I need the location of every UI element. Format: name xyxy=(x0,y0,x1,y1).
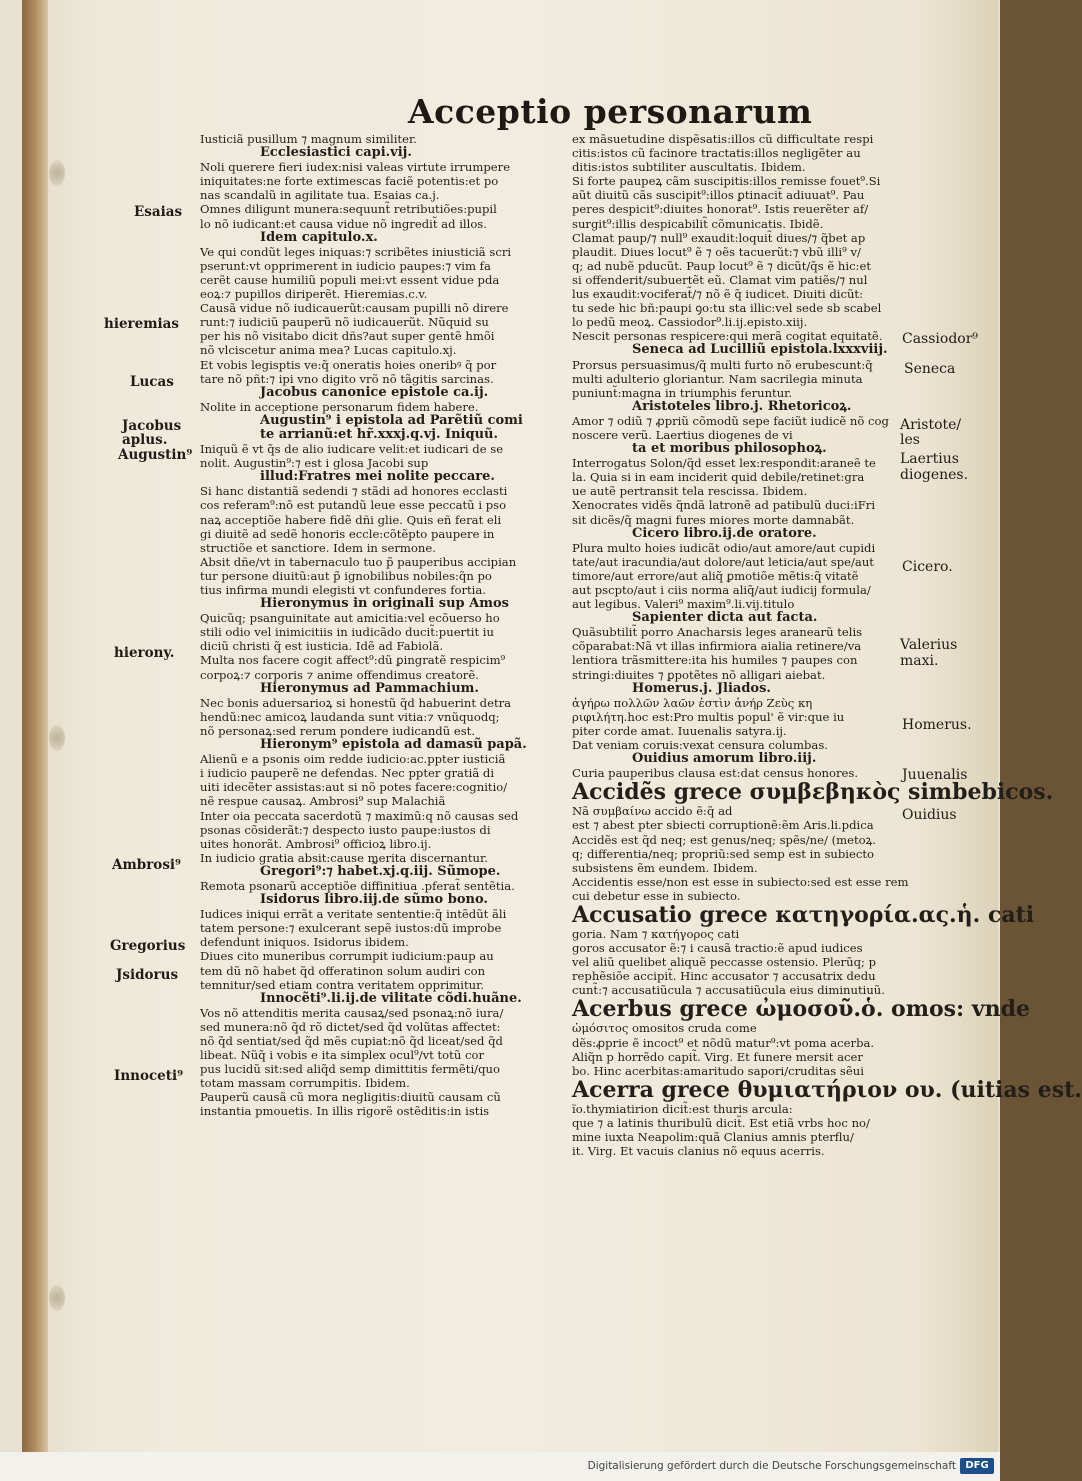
text-line: corpoꝝ:⁊ corporis ⁊ anime offendimus creatorẽ. xyxy=(200,667,479,682)
text-line: Dat veniam coruis:vexat censura columbas. xyxy=(572,738,828,753)
margin-note: Ambrosi⁹ xyxy=(112,857,181,873)
text-line: hendũ:nec amicoꝝ laudanda sunt vitia:⁊ vnũquodq; xyxy=(200,709,500,724)
text-line: lus exaudit:vociferat̃/⁊ nõ ẽ q̃ iudicet. Diuiti dicũt: xyxy=(572,287,863,302)
text-line: lo pedũ meoꝝ. Cassiodor⁹.li.ij.episto.xiij. xyxy=(572,315,808,330)
text-line: cunt̃:⁊ accusatiũcula ⁊ accusatiũcula eius diminutiuũ. xyxy=(572,983,885,998)
text-line: i iudicio pauperẽ ne defendas. Nec ppter gratiã di xyxy=(200,766,495,781)
section-heading: Hieronymus in originali sup Amos xyxy=(260,596,509,612)
text-line: noscere verũ. Laertius diogenes de vi xyxy=(572,427,793,442)
binding-hole xyxy=(49,160,65,186)
lemma-entry: Accusatio grece κατηγορία.ας.ἡ. cati xyxy=(572,901,1035,928)
margin-note: Juuenalis xyxy=(902,767,968,783)
margin-note: Esaias xyxy=(134,204,183,220)
text-line: subsistens ẽm eundem. Ibidem. xyxy=(572,860,758,875)
text-line: cerẽt cause humiliũ populi mei:vt essent vidue pda xyxy=(200,272,500,287)
section-heading: Aristoteles libro.j. Rhetoricoꝝ. xyxy=(632,398,852,414)
text-line: Diues cito muneribus corrumpit iudicium:paup au xyxy=(200,949,494,964)
text-line: uites honorãt. Ambrosi⁹ officioꝝ libro.ij. xyxy=(200,836,432,851)
section-heading: Cicero libro.ij.de oratore. xyxy=(632,525,817,541)
text-line: Inter oia peccata sacerdotũ ⁊ maximũ:q nõ causas sed xyxy=(200,808,519,823)
text-line: Curia pauperibus clausa est:dat census honores. xyxy=(572,766,859,781)
text-line: tu sede hic bñ:paupi ꝯo:tu sta illic:vel sede sb scabel xyxy=(572,301,882,316)
text-line: Si forte paupeꝝ cãm suscipitis:illos remisse fouet⁹.Si xyxy=(572,174,881,189)
text-line: tare nõ pñt:⁊ ipi vno digito vrõ nõ tãgitis sarcinas. xyxy=(200,371,494,386)
section-heading: Seneca ad Lucilliũ epistola.lxxxviij. xyxy=(632,342,888,358)
text-line: Nescit personas respicere:qui merã cogitat equitatẽ. xyxy=(572,329,883,344)
text-line: cõparabat:Nã vt illas infirmiora aialia retinere/va xyxy=(572,639,862,654)
margin-note: Jsidorus xyxy=(116,967,179,983)
text-line: aut legibus. Valeri⁹ maxim⁹.li.vij.titulo xyxy=(572,597,795,612)
text-line: nẽ respue causaꝝ. Ambrosi⁹ sup Malachiã xyxy=(200,794,446,809)
binding-hole xyxy=(49,725,65,751)
text-line: Si hanc distantiã sedendi ⁊ stãdi ad honores ecclasti xyxy=(200,484,508,499)
text-line: sit dicẽs/q̃ magni fures miores morte damnabãt. xyxy=(572,512,855,527)
margin-note: hierony. xyxy=(114,645,175,661)
text-line: cui debetur esse in subiecto. xyxy=(572,888,741,903)
text-line: q; differentia/neq; propriũ:sed semp est in subiecto xyxy=(572,846,875,861)
text-line: mine iuxta Neapolim:quã Clanius amnis pterflu/ xyxy=(572,1130,854,1144)
digitization-footer xyxy=(0,1452,1000,1481)
text-line: lentiora trãsmittere:ita his humiles ⁊ paupes con xyxy=(572,653,858,668)
text-line: Nã συμβαίνω accido ẽ:q̃ ad xyxy=(572,804,733,819)
text-line: totam massam corrumpitis. Ibidem. xyxy=(200,1076,410,1091)
text-line: runt:⁊ iudiciũ pauperũ nõ iudicauerũt. Nũquid su xyxy=(200,315,489,330)
margin-note: Cassiodor⁹ xyxy=(902,331,979,347)
text-line: ĩo.thymiatirion dicit̃:est thuris arcula: xyxy=(572,1101,793,1116)
text-line: Pauperũ causã cũ mora negligitis:diuitũ causam cũ xyxy=(200,1090,501,1105)
text-line: structiõe et sanctiore. Idem in sermone. xyxy=(200,540,436,555)
text-line: instantia pmouetis. In illis rigorẽ ostẽditis:in istis xyxy=(200,1104,490,1119)
section-heading: Hieronym⁹ epistola ad damasũ papã. xyxy=(260,737,527,753)
text-line: que ⁊ a latinis thuribulũ dicit̃. Est etiã vrbs hoc no/ xyxy=(572,1115,870,1130)
text-line: piter corde amat. Iuuenalis satyra.ij. xyxy=(572,723,787,738)
text-line: ue autẽ pertransit tela rescissa. Ibidem. xyxy=(572,484,808,499)
text-line: per his nõ visitabo dicit dñs?aut super gentẽ hmõi xyxy=(200,329,495,344)
section-heading: Ecclesiastici capi.vij. xyxy=(260,145,412,161)
section-heading: Augustin⁹ i epistola ad Parẽtiũ comi xyxy=(260,412,523,428)
text-line: tur persone diuitũ:aut p̃ ignobilibus nobiles:q̃n po xyxy=(200,568,492,583)
text-line: Quãsubtilit̃ porro Anacharsis leges aranearũ telis xyxy=(572,625,863,640)
text-line: Nolite in acceptione personarum fidem habere. xyxy=(200,399,479,414)
text-line: defendunt iniquos. Isidorus ibidem. xyxy=(200,935,409,950)
text-line: sed munera:nõ q̃d rõ dictet/sed q̃d volũtas affectet: xyxy=(200,1019,501,1034)
text-line: aut pscpto/aut i ciis norma aliq̃/aut iudicij formula/ xyxy=(572,583,871,597)
text-line: nõ vlciscetur anima mea? Lucas capitulo.xj. xyxy=(200,343,457,358)
text-line: stili odio vel inimicitiis in iudicãdo ducit̃:puertit iu xyxy=(200,625,494,640)
text-line: est ⁊ abest pter sbiecti corruptionẽ:ẽm Aris.li.pdica xyxy=(572,818,874,833)
text-line: Interrogatus Solon/q̃d esset lex:respondit:araneẽ te xyxy=(572,456,876,471)
text-line: Omnes diligunt munera:sequunt̃ retributiões:pupil xyxy=(200,202,497,217)
text-line: ἀγήρω πολλῶν λαῶν ἐστὶν ἀνήρ Ζεὺς κη xyxy=(572,695,813,710)
section-heading: illud:Fratres mei nolite peccare. xyxy=(260,469,495,485)
text-line: Iudices iniqui errãt a veritate sententie:q̃ intẽdũt ãli xyxy=(200,907,507,922)
text-line: Accidentis esse/non est esse in subiecto:sed est esse rem xyxy=(572,874,909,889)
margin-note: Aristote/ xyxy=(900,417,962,433)
text-line: Iusticiã pusillum ⁊ magnum similiter. xyxy=(200,132,417,146)
margin-note: Homerus. xyxy=(902,717,972,733)
scanned-page xyxy=(22,0,1082,1452)
text-line: Plura multo hoies iudicãt odio/aut amore/aut cupidi xyxy=(572,540,876,555)
text-line: lo nõ iudicant:et causa vidue nõ ingredit̃ ad illos. xyxy=(200,216,487,231)
margin-note: aplus. xyxy=(122,432,168,448)
text-line: Xenocrates vidẽs q̃ndã latronẽ ad patibulũ duci:iFri xyxy=(572,498,876,513)
text-line: dẽs:ꝓprie ẽ incoct⁹ et nõdũ matur⁹:vt poma acerba. xyxy=(572,1035,875,1050)
section-heading: Innocẽti⁹.li.ij.de vilitate cõdi.huãne. xyxy=(260,990,522,1006)
text-line: nolit. Augustin⁹:⁊ est i glosa Jacobi sup xyxy=(200,456,429,471)
text-line: Nec bonis aduersarioꝝ si honestũ q̃d habuerint detra xyxy=(200,695,512,710)
text-line: vel aliũ quelibet aliquẽ peccasse ostensio. Plerũq; p xyxy=(572,955,877,970)
text-line: surgit⁹:illis despicabilit̃ cõmunicatis. Ibidẽ. xyxy=(572,216,824,231)
margin-note: Valerius xyxy=(900,637,958,653)
margin-note: Lucas xyxy=(130,374,174,390)
margin-note: Cicero. xyxy=(902,559,953,575)
text-line: ριφιλήτη.hoc est:Pro multis popul' ẽ vir:que iu xyxy=(572,709,845,724)
section-heading: Homerus.j. Jliados. xyxy=(632,680,771,696)
section-heading: Ouidius amorum libro.iij. xyxy=(632,751,817,767)
text-line: Vos nõ attenditis merita causaꝝ/sed psonaꝝ:nõ iura/ xyxy=(200,1005,504,1020)
text-line: libeat. Nũq̃ i vobis e ita simplex ocul⁹/vt totũ cor xyxy=(200,1048,484,1063)
text-line: Prorsus persuasimus/q̃ multi furto nõ erubescunt:q̃ xyxy=(572,357,873,372)
margin-note: Seneca xyxy=(904,361,956,377)
text-line: Et vobis legisptis ve:q̃ oneratis hoies oneribꝰ q̃ por xyxy=(200,357,497,372)
text-line: tius infirma mundi elegisti vt confunderes fortia. xyxy=(200,583,486,597)
text-line: uiti idecẽter assistas:aut si nõ potes facere:cognitio/ xyxy=(200,780,508,795)
page-binding-edge xyxy=(22,0,48,1452)
text-line: goros accusator ẽ:⁊ i causã tractio:ẽ apud iudices xyxy=(572,941,863,956)
text-line: pus lucidũ sit:sed aliq̃d semp dimittitis fermẽti/quo xyxy=(200,1062,500,1077)
text-line: multi adulterio gloriantur. Nam sacrilegia minuta xyxy=(572,371,863,386)
left-text-column xyxy=(200,132,552,1119)
section-heading: Sapienter dicta aut facta. xyxy=(632,610,818,626)
text-line: aũt diuitũ cãs suscipit⁹:illos ꝑtinacit̃ adiuuat⁹. Pau xyxy=(572,188,865,203)
margin-note: Innoceti⁹ xyxy=(114,1068,184,1084)
section-heading: te arrianũ:et hr̃.xxxj.q.vj. Iniquũ. xyxy=(260,426,499,442)
text-line: tate/aut iracundia/aut dolore/aut leticia/aut spe/aut xyxy=(572,554,874,569)
lemma-entry: Acerra grece θυμιατήριον ου. (uitias est. xyxy=(572,1076,1082,1103)
margin-note: Gregorius xyxy=(110,938,186,954)
text-line: diciũ christi q̃ est iusticia. Idẽ ad Fabiolã. xyxy=(200,639,444,654)
text-line: nõ q̃d sentiat/sed q̃d mẽs cupiat:nõ q̃d liceat/sed q̃d xyxy=(200,1034,503,1048)
text-line: iniquitates:ne forte extimescas faciẽ potentis:et po xyxy=(200,174,499,189)
margin-note: les xyxy=(900,432,920,448)
margin-note: Jacobus xyxy=(122,418,182,434)
margin-note: Augustin⁹ xyxy=(118,447,193,463)
text-line: Aliq̃n p horrẽdo capit̃. Virg. Et funere mersit acer xyxy=(572,1049,863,1064)
text-line: pserunt:vt opprimerent in iudicio paupes:⁊ vim fa xyxy=(200,258,491,273)
text-line: la. Quia si in eam inciderit quid debile/retinet:gra xyxy=(572,470,865,485)
text-line: tem dũ nõ habet q̃d offeratinon solum audiri con xyxy=(200,963,486,978)
text-line: timore/aut errore/aut aliq̃ ꝑmotiõe mẽtis:q̃ vitatẽ xyxy=(572,568,859,583)
text-line: cos referam⁹:nõ est putandũ leue esse peccatũ i pso xyxy=(200,498,507,513)
text-line: eoꝝ:⁊ pupillos diriperẽt. Hieremias.c.v. xyxy=(200,287,428,302)
text-line: ὠμόσιτος omositos cruda come xyxy=(572,1021,757,1036)
text-line: naꝝ acceptiõe habere fidẽ dñi glie. Quis eñ ferat eli xyxy=(200,512,502,527)
section-heading: ta et moribus philosophoꝝ. xyxy=(632,441,827,457)
text-line: puniunt̃:magna in triumphis feruntur. xyxy=(572,385,793,400)
text-line: psonas cõsiderãt:⁊ despecto iusto paupe:iustos di xyxy=(200,822,491,837)
text-line: Clamat paup/⁊ null⁹ exaudit:loquit̃ diues/⁊ q̃bet ap xyxy=(572,230,866,245)
text-line: Iniquũ ẽ vt q̃s de alio iudicare velit:et iudicari de se xyxy=(200,442,504,457)
text-line: Multa nos facere cogit affect⁹:dũ ꝑingratẽ respicim⁹ xyxy=(200,653,506,668)
margin-note: Ouidius xyxy=(902,807,957,823)
text-line: Alienũ e a psonis oim redde iudicio:ac.ppter iusticiã xyxy=(200,752,506,767)
page-title: Acceptio personarum xyxy=(408,92,813,131)
text-line: gi diuitẽ ad sedẽ honoris eccle:cõtẽpto paupere in xyxy=(200,526,495,541)
text-line: Noli querere fieri iudex:nisi valeas virtute irrumpere xyxy=(200,160,511,175)
text-line: Remota psonarũ acceptiõe diffinitiua .pferat̃ sentẽtia. xyxy=(200,878,515,893)
text-line: Amor ⁊ odiũ ⁊ ꝓpriũ cõmodũ sepe faciũt iudicẽ nõ cog xyxy=(572,413,889,428)
text-line: ditis:istos subtiliter auscultatis. Ibidem. xyxy=(572,160,806,175)
text-line: Quicũq; psanguinitate aut amicitia:vel ecõuerso ho xyxy=(200,611,500,626)
text-line: it. Virg. Et vacuis clanius nõ equus acerris. xyxy=(572,1144,825,1159)
footer-credit-text: Digitalisierung gefördert durch die Deutsche Forschungsgemeinschaft xyxy=(587,1460,956,1472)
margin-note: maxi. xyxy=(900,653,939,669)
margin-note: hieremias xyxy=(104,316,179,332)
text-line: temnitur/sed etiam contra veritatem opprimitur. xyxy=(200,977,485,992)
text-line: In iudicio gratia absit:cause merita discernantur. xyxy=(200,850,488,865)
text-line: rephẽsiõe accipit̃. Hinc accusator ⁊ accusatrix dedu xyxy=(572,969,876,984)
text-line: plaudit. Diues locut⁹ ẽ ⁊ oẽs tacuerũt:⁊ vbũ illi⁹ v/ xyxy=(572,244,861,259)
text-line: Accidẽs est q̃d neq; est genus/neq; spẽs/ne/ (metoꝝ. xyxy=(572,832,876,847)
lemma-entry: Accidẽs grece συμβεβηκὸς simbebicos. xyxy=(572,779,1054,806)
text-line: tatem persone:⁊ exulcerant sepẽ iustos:dũ improbe xyxy=(200,921,502,936)
text-line: bo. Hinc acerbitas:amaritudo sapori/cruditas sẽui xyxy=(572,1063,864,1078)
binding-hole xyxy=(49,1285,65,1311)
text-line: Causã vidue nõ iudicauerũt:causam pupilli nõ direre xyxy=(200,301,509,316)
margin-note: diogenes. xyxy=(900,467,969,483)
section-heading: Gregori⁹:⁊ habet̃.xj.q.iij. Sũmope. xyxy=(260,863,501,879)
text-line: nõ personaꝝ:sed rerum pondere iudicandũ est. xyxy=(200,723,476,738)
text-line: nas scandalũ in agilitate tua. Esaias ca.j. xyxy=(200,188,440,203)
lemma-entry: Acerbus grece ὠμοσοῦ.ὁ. omos: vnde xyxy=(572,996,1030,1023)
text-line: citis:istos cũ facinore tractatis:illos negligẽter au xyxy=(572,146,861,161)
section-heading: Idem capitulo.x. xyxy=(260,229,378,245)
section-heading: Jacobus canonice epistole ca.ij. xyxy=(260,384,489,400)
section-heading: Hieronymus ad Pammachium. xyxy=(260,680,479,696)
text-line: goria. Nam ⁊ κατήγορος cati xyxy=(572,926,740,941)
text-line: peres despicit⁹:diuites honorat⁹. Istis reuerẽter af/ xyxy=(572,202,869,217)
section-heading: Isidorus libro.iij.de sũmo bono. xyxy=(260,892,488,908)
text-line: ex mãsuetudine dispẽsatis:illos cũ difficultate respi xyxy=(572,132,874,146)
text-line: q; ad nubẽ pducũt. Paup locut⁹ ẽ ⁊ dicũt/q̃s ẽ hic:et xyxy=(572,258,871,273)
text-line: Ve qui condũt leges iniquas:⁊ scribẽtes iniusticiã scri xyxy=(200,244,512,259)
text-line: stringi:diuites ⁊ ꝑpotẽtes nõ alligari aiebat. xyxy=(572,667,826,682)
margin-note: Laertius xyxy=(900,451,959,467)
text-line: si offenderit/subuertẽt eũ. Clamat vim patiẽs/⁊ nul xyxy=(572,272,868,287)
text-line: Absit dñe/vt in tabernaculo tuo p̃ pauperibus accipian xyxy=(200,554,517,569)
dfg-logo: DFG xyxy=(960,1458,994,1474)
